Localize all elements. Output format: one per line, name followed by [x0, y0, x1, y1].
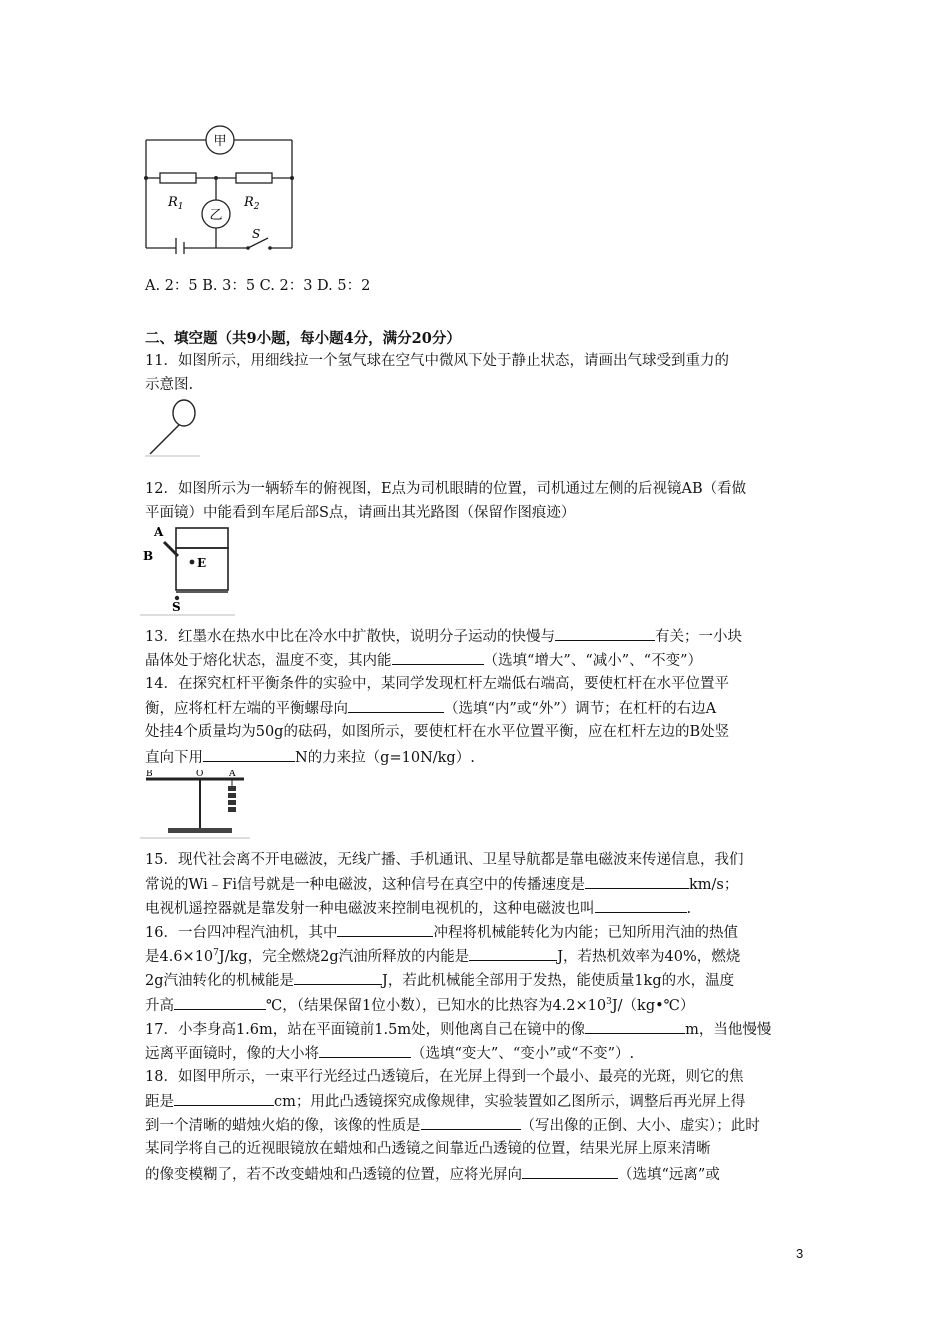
meter-yi-label: 乙 [209, 208, 223, 223]
q16-line2 [145, 946, 810, 967]
r1-label: R [168, 195, 178, 210]
q14-blank-1[interactable] [348, 698, 444, 713]
q15-line1: 15．现代社会离不开电磁波，无线广播、手机通讯、卫星导航都是靠电磁波来传递信息，我们 [145, 852, 744, 868]
r2-subscript: 2 [253, 202, 260, 212]
lever-label-o: O [196, 770, 204, 779]
q15-blank-1[interactable] [585, 874, 689, 889]
q18-text-c: 到一个清晰的蜡烛火焰的像，该像的性质是 [145, 1118, 421, 1134]
circuit-diagram [140, 122, 300, 254]
q15-line3 [145, 898, 810, 919]
q14-line2 [145, 698, 810, 719]
q13-text-d: （选填“增大”、“减小”、“不变”） [483, 653, 702, 669]
q16-text-c: 是4.6×10 [145, 949, 214, 965]
q13-text-a: 13．红墨水在热水中比在冷水中扩散快，说明分子运动的快慢与 [145, 629, 555, 645]
q16-exponent-1: 7 [213, 948, 219, 959]
q18-line5 [145, 1164, 810, 1185]
section2-heading: 二、填空题（共9小题，每小题4分，满分20分） [145, 330, 461, 347]
q15-text-a: 常说的Wi﹣Fi信号就是一种电磁波，这种信号在真空中的传播速度是 [145, 877, 585, 893]
q16-text-a: 16．一台四冲程汽油机，其中 [145, 925, 338, 941]
page-number: 3 [796, 1246, 804, 1261]
svg-text:R2 [243, 195, 260, 212]
q16-blank-2[interactable] [469, 946, 557, 961]
q16-text-f: 2g汽油转化的机械能是 [145, 973, 295, 989]
q14-line1: 14．在探究杠杆平衡条件的实验中，某同学发现杠杆左端低右端高，要使杠杆在水平位置平 [145, 676, 729, 692]
q11-line2: 示意图. [145, 377, 194, 393]
q15-blank-2[interactable] [595, 898, 687, 913]
r1-subscript: 1 [177, 202, 184, 212]
q17-blank-1[interactable] [585, 1019, 685, 1034]
balloon-figure [145, 398, 200, 458]
lever-figure [140, 770, 250, 840]
q16-exponent-2: 3 [606, 997, 612, 1008]
q17-text-d: （选填“变大”、“变小”或“不变”）. [411, 1046, 635, 1062]
q16-blank-3[interactable] [294, 970, 382, 985]
q17-text-a: 17．小李身高1.6m，站在平面镜前1.5m处，则他离自己在镜中的像 [145, 1022, 586, 1038]
q15-line2 [145, 874, 810, 895]
q17-text-c: 远离平面镜时，像的大小将 [145, 1046, 319, 1062]
q13-blank-2[interactable] [392, 650, 484, 665]
q16-text-i: ℃，（结果保留1位小数），已知水的比热容为4.2×10 [266, 998, 607, 1014]
q15-text-b: km/s； [688, 877, 739, 893]
fig-label-a: A [154, 525, 164, 539]
q13-text-c: 晶体处于熔化状态，温度不变，其内能 [145, 653, 392, 669]
q18-line4: 某同学将自己的近视眼镜放在蜡烛和凸透镜之间靠近凸透镜的位置，结果光屏上原来清晰 [145, 1141, 711, 1157]
r2-label: R [244, 195, 254, 210]
q14-text-b: （选填“内”或“外”）调节；在杠杆的右边A [444, 701, 717, 717]
q10-options: A. 2：5 B. 3：5 C. 2：3 D. 5：2 [145, 278, 371, 294]
q13-text-b: 有关；一小块 [654, 629, 742, 645]
q13-blank-1[interactable] [555, 626, 655, 641]
svg-text:R1 [167, 195, 184, 212]
meter-jia-label: 甲 [213, 134, 227, 149]
q17-line2 [145, 1043, 810, 1064]
fig-label-b: B [143, 549, 154, 563]
q16-text-h: 升高 [145, 998, 174, 1014]
q18-blank-3[interactable] [522, 1164, 618, 1179]
q16-blank-4[interactable] [174, 995, 266, 1010]
q17-line1 [145, 1019, 810, 1040]
q16-blank-1[interactable] [337, 922, 433, 937]
q13-line1 [145, 626, 810, 647]
q18-text-f: （选填“远离”或 [618, 1167, 720, 1183]
q17-blank-2[interactable] [319, 1043, 411, 1058]
q12-line1: 12．如图所示为一辆轿车的俯视图，E点为司机眼睛的位置，司机通过左侧的后视镜AB（看做 [145, 481, 747, 497]
q16-text-b: 冲程将机械能转化为内能；已知所用汽油的热值 [433, 925, 738, 941]
q12-line2: 平面镜）中能看到车尾后部S点，请画出其光路图（保留作图痕迹） [145, 505, 576, 521]
q15-text-d: . [686, 901, 692, 917]
q18-line1: 18．如图甲所示，一束平行光经过凸透镜后，在光屏上得到一个最小、最亮的光斑，则它的焦 [145, 1069, 744, 1085]
lever-label-b: B [146, 770, 153, 779]
lever-label-a: A [229, 770, 236, 779]
q14-text-c: 直向下用 [145, 750, 203, 766]
switch-label: S [252, 227, 261, 241]
q11-line1: 11．如图所示，用细线拉一个氢气球在空气中微风下处于静止状态，请画出气球受到重力的 [145, 353, 729, 369]
q14-line4 [145, 747, 810, 768]
q16-text-d: J/kg，完全燃烧2g汽油所释放的内能是 [218, 949, 470, 965]
q16-line3 [145, 970, 810, 991]
q16-line1 [145, 922, 810, 943]
q18-line2 [145, 1091, 810, 1112]
q18-blank-1[interactable] [174, 1091, 274, 1106]
q16-text-e: J，若热机效率为40%，燃烧 [557, 949, 741, 965]
q16-text-g: J，若此机械能全部用于发热，能使质量1kg的水，温度 [382, 973, 735, 989]
q13-line2 [145, 650, 810, 671]
q18-text-a: 距是 [145, 1094, 174, 1110]
fig-label-e: E [197, 556, 207, 570]
q17-text-b: m，当他慢慢 [685, 1022, 772, 1038]
q18-text-b: cm；用此凸透镜探究成像规律，实验装置如乙图所示，调整后再光屏上得 [274, 1094, 746, 1110]
q18-text-e: 的像变模糊了，若不改变蜡烛和凸透镜的位置，应将光屏向 [145, 1167, 522, 1183]
q14-text-a: 衡，应将杠杆左端的平衡螺母向 [145, 701, 348, 717]
q18-line3 [145, 1115, 810, 1136]
car-topview-figure [140, 522, 235, 617]
q14-text-d: N的力来拉（g=10N/kg）. [295, 750, 475, 766]
q16-line4 [145, 995, 810, 1016]
q14-blank-2[interactable] [203, 747, 295, 762]
q14-line3: 处挂4个质量均为50g的砝码，如图所示，要使杠杆在水平位置平衡，应在杠杆左边的B处竖 [145, 724, 730, 740]
fig-label-s: S [172, 600, 181, 614]
q16-text-j: J/（kg•℃） [611, 998, 695, 1014]
q18-blank-2[interactable] [421, 1115, 521, 1130]
q18-text-d: （写出像的正倒、大小、虚实）；此时 [520, 1118, 760, 1134]
q15-text-c: 电视机遥控器就是靠发射一种电磁波来控制电视机的，这种电磁波也叫 [145, 901, 595, 917]
